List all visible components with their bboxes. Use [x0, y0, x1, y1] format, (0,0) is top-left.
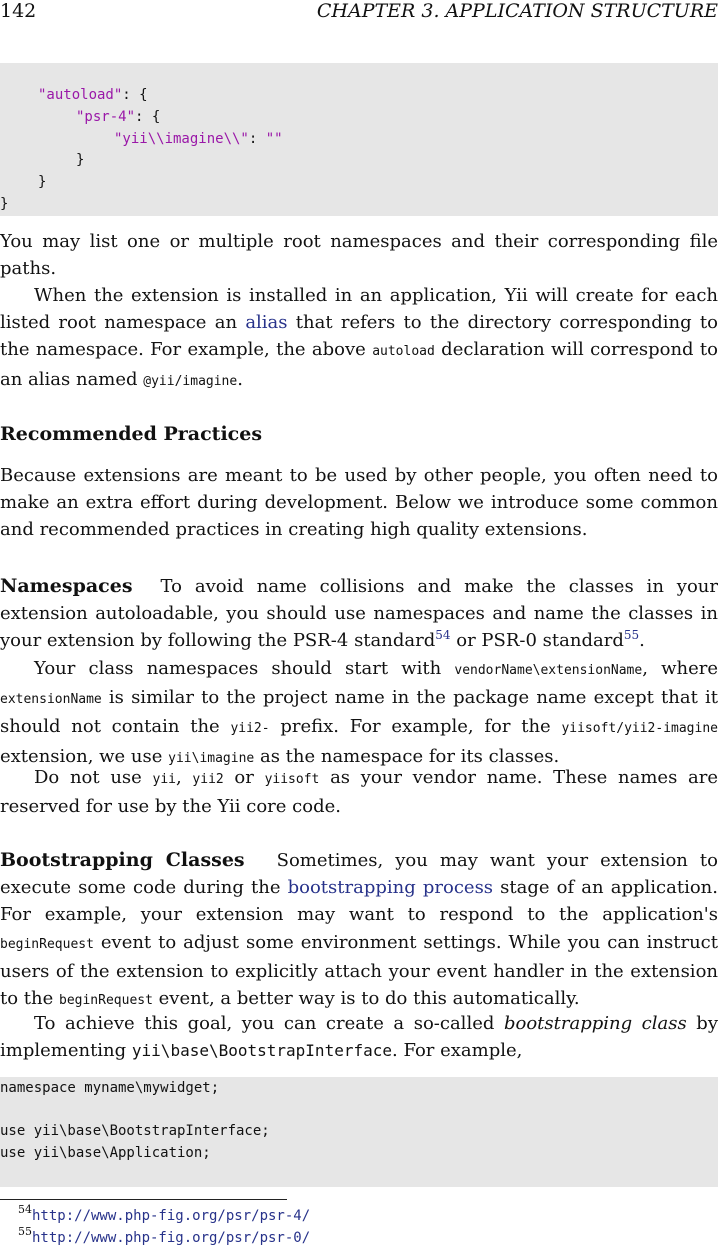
- footnote-55-link[interactable]: http://www.php-fig.org/psr/psr-0/: [32, 1230, 311, 1246]
- bootstrapping-heading: Bootstrapping Classes: [0, 849, 245, 871]
- code-line-namespace: namespace myname\mywidget;: [0, 1080, 220, 1096]
- code-line-use-bootstrap: use yii\base\BootstrapInterface;: [0, 1123, 270, 1139]
- footnote-ref-55[interactable]: 55: [623, 628, 640, 643]
- bootstrapping-process-link[interactable]: bootstrapping process: [287, 877, 494, 899]
- code-line-3: "yii\\imagine\\": "": [114, 131, 283, 147]
- paragraph-bootstrapping: Bootstrapping Classes Sometimes, you may want your extension to execute some code during the bootstrapping process stage of an application. For example, your extension may want to respond to the application's beginRequest event to adjust some environment settings. While you can instruct users of the extension to explicitly attach your event handler in the extension to the beginRequest event, a better way is to do this automatically.: [0, 849, 718, 1010]
- code-line-6: }: [0, 196, 9, 212]
- footnote-rule: [0, 1199, 287, 1200]
- code-line-use-application: use yii\base\Application;: [0, 1145, 211, 1161]
- section-title: Recommended Practices: [0, 423, 263, 445]
- code-line-4: }: [76, 152, 85, 168]
- paragraph-recommended: Because extensions are meant to be used by other people, you often need to make an extra effort during development. Below we introduce some common and recommended practices in creating high quality extensions.: [0, 465, 718, 541]
- code-block-autoload-lines: [0, 63, 718, 216]
- footnote-54: $^{54}$http://www.php-fig.org/psr/psr-4/: [18, 1203, 311, 1224]
- footnote-ref-54[interactable]: 54: [435, 628, 451, 643]
- footnote-55: $^{55}$http://www.php-fig.org/psr/psr-0/: [18, 1225, 311, 1246]
- code-block-bootstrap: [0, 1077, 718, 1187]
- paragraph-vendor-name: Do not use yii, yii2 or yiisoft as your vendor name. These names are reserved for use by the Yii core code.: [0, 767, 718, 818]
- chapter-title: CHAPTER 3. APPLICATION STRUCTURE: [316, 0, 718, 22]
- paragraph-extension-installed: When the extension is installed in an application, Yii will create for each listed root namespace an alias that refers to the directory corresponding to the namespace. For example, the above autoload declaration will correspond to an alias named @yii/imagine.: [0, 285, 718, 390]
- code-line-2: "psr-4": {: [76, 109, 161, 125]
- footnote-54-link[interactable]: http://www.php-fig.org/psr/psr-4/: [32, 1208, 311, 1224]
- paragraph-root-namespaces: You may list one or multiple root namespaces and their corresponding file paths.: [0, 231, 718, 280]
- paragraph-namespaces: Namespaces To avoid name collisions and make the classes in your extension autoloadable, you should use namespaces and name the classes in your extension by following the PSR-4 standard$^{54}$ or PSR-0 standard$^{55}$.: [0, 575, 718, 652]
- namespaces-heading: Namespaces: [0, 575, 133, 597]
- paragraph-class-namespaces: Your class namespaces should start with vendorName\extensionName, where extensionName is similar to the project name in the package name except that it should not contain the yii2- prefix. For example, for the yiisoft/yii2-imagine extension, we use yii\imagine as the namespace for its classes.: [0, 658, 718, 767]
- alias-link[interactable]: alias: [245, 312, 288, 334]
- code-line-1: "autoload": {: [38, 87, 148, 103]
- code-line-5: }: [38, 174, 47, 190]
- page-header: [0, 0, 718, 22]
- paragraph-achieve-goal: To achieve this goal, you can create a so-called bootstrapping class by implementing yii\base\BootstrapInterface. For example,: [0, 1013, 718, 1062]
- page-number: 142: [0, 0, 37, 22]
